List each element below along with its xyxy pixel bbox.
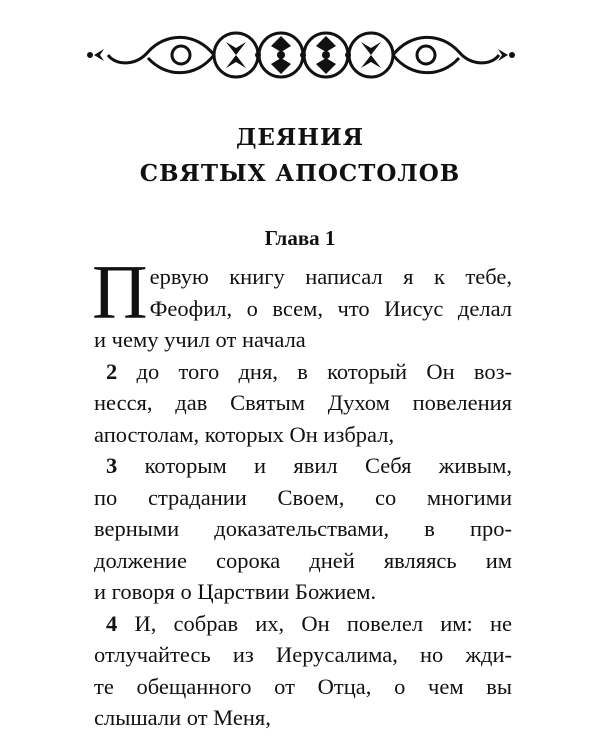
floral-ornament-icon (86, 22, 516, 88)
verse-3 (94, 450, 512, 608)
verse-number: 2 (106, 358, 118, 384)
verse-line: должение сорока дней являясь им (94, 547, 512, 573)
verse-line: И, собрав их, Он повелел им: не (134, 610, 512, 636)
drop-cap: П (92, 249, 148, 335)
book-title-line2: СВЯТЫХ АПОСТОЛОВ (139, 160, 461, 187)
verse-4 (94, 608, 512, 734)
verse-1 (92, 249, 512, 356)
verse-line: до того дня, в который Он воз- (136, 358, 512, 384)
verse-line: несся, дав Святым Духом повеления (94, 390, 512, 415)
verse-line: отлучайтесь из Иерусалима, но жди- (94, 642, 512, 667)
verse-2 (94, 356, 512, 451)
verse-number: 4 (106, 610, 118, 636)
book-title-line1: ДЕЯНИЯ (235, 124, 364, 151)
verse-line: верными доказательствами, в про- (94, 516, 512, 541)
verse-line: Феофил, о всем, что Иисус делал (149, 295, 512, 321)
verse-line: те обещанного от Отца, о чем вы (94, 673, 512, 699)
verse-line: апостолам, которых Он избрал, (94, 421, 395, 447)
verse-line: и чему учил от начала (94, 327, 306, 352)
verse-line: которым и явил Себя живым, (144, 453, 512, 478)
verse-line: и говоря о Царствии Божием. (94, 579, 377, 604)
scripture-text (92, 249, 512, 734)
verse-line: слышали от Меня, (94, 705, 271, 730)
verse-number: 3 (106, 453, 118, 478)
chapter-heading: Глава 1 (264, 226, 336, 250)
verse-line: ервую книгу написал я к тебе, (149, 264, 512, 289)
verse-line: по страдании Своем, со многими (94, 484, 512, 510)
